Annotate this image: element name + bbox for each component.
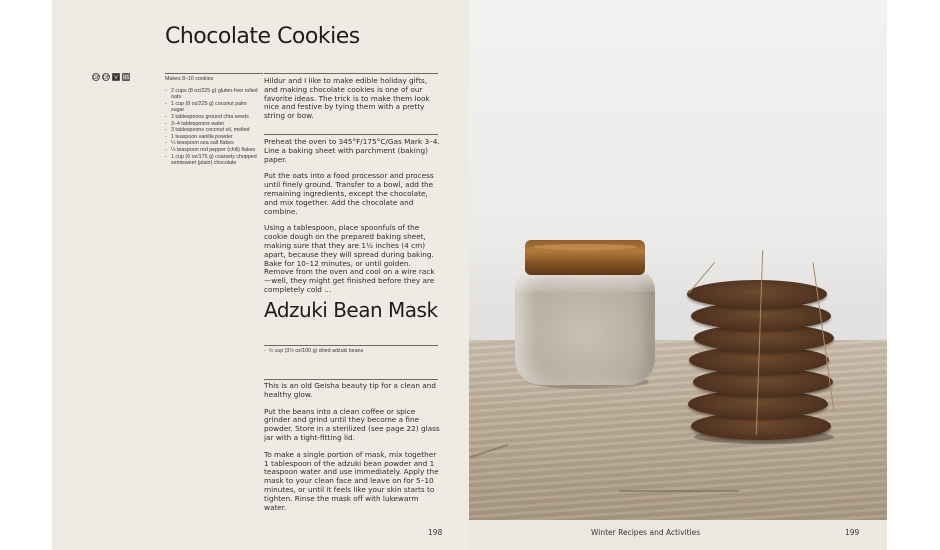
page-number-left: 198 <box>428 528 443 537</box>
vegan-icon: V <box>112 73 120 81</box>
page-number-right: 199 <box>845 528 860 537</box>
cookie-stack <box>691 272 831 442</box>
recipe-method <box>264 138 440 303</box>
ingredient-item: - 2 cups (8 oz/225 g) gluten-free rolled oats <box>165 88 260 101</box>
ingredient-item: - 1 teaspoon vanilla powder <box>165 134 260 141</box>
refined-sugar-free-icon: RS <box>123 75 130 81</box>
jar-glass <box>515 270 655 385</box>
mask-step: Put the beans into a clean coffee or spice grinder and grind until they become a fine powder. Store in a sterilized (see page 22) glass jar with a tight-fitting lid. <box>264 406 440 442</box>
recipe-intro <box>264 77 440 129</box>
ingredients-list <box>165 76 260 167</box>
mask-method <box>264 382 440 520</box>
book-spread <box>52 0 887 550</box>
mask-step: This is an old Geisha beauty tip for a clean and healthy glow. <box>264 381 436 399</box>
ingredient-item: - 3–4 tablespoons water <box>165 121 260 128</box>
cookie <box>687 280 827 308</box>
jar-lid <box>525 240 645 275</box>
dairy-free-icon: DF <box>103 75 110 81</box>
gluten-free-icon: GF <box>93 75 100 81</box>
divider <box>264 379 438 380</box>
recipe-title-2: Adzuki Bean Mask <box>264 298 438 322</box>
mask-step: To make a single portion of mask, mix together 1 tablespoon of the adzuki bean powder and 1 teaspoon water and use immediately. Apply the mask to your clean face and leave on for 5–10 minutes, or until it feels like your skin starts to tighten. Rinse the mask off with lukewarm water. <box>264 449 439 512</box>
divider <box>165 73 263 74</box>
ingredient-item: - ¼ teaspoon red pepper (chili) flakes <box>165 147 260 154</box>
ingredient-item: - 3 tablespoons coconut oil, melted <box>165 127 260 134</box>
method-step: Put the oats into a food processor and process until finely ground. Transfer to a bowl, add the remaining ingredients, except the chocolate, and mix together. Add the chocolate and combine. <box>264 171 434 216</box>
wood-grain <box>619 490 739 492</box>
cookies-jar-photo <box>469 0 887 520</box>
left-page <box>52 0 469 550</box>
ingredient-item: - 2 tablespoons ground chia seeds <box>165 114 260 121</box>
wood-grain <box>470 444 509 458</box>
method-step: Using a tablespoon, place spoonfuls of the cookie dough on the prepared baking sheet, making sure that they are 1½ inches (4 cm) apart, because they will spread during baking. Bake for 10–12 minutes, or until golden. Remove from the oven and cool on a wire rack—well, they might get finished before they are completely cold ... <box>264 223 435 294</box>
intro-paragraph: Hildur and I like to make edible holiday gifts, and making chocolate cookies is one of our favorite ideas. The trick is to make them look nice and festive by tying them with a pretty string or bow. <box>264 76 430 121</box>
diet-icons <box>92 73 130 81</box>
ingredient-item: - 1 cup (6 oz/175 g) coarsely chopped semisweet (plain) chocolate <box>165 154 260 167</box>
mask-ingredient: - ½ cup (3½ oz/100 g) dried adzuki beans <box>264 348 364 354</box>
divider <box>264 134 438 135</box>
divider <box>264 345 438 346</box>
running-head: Winter Recipes and Activities <box>591 528 701 537</box>
method-step: Preheat the oven to 345°F/175°C/Gas Mark 3–4. Line a baking sheet with parchment (baking) paper. <box>264 137 440 164</box>
right-page <box>469 0 887 550</box>
recipe-yield: Makes 8–10 cookies <box>165 76 214 82</box>
divider <box>264 73 438 74</box>
ingredient-item: - 1 cup (8 oz/225 g) coconut palm sugar <box>165 101 260 114</box>
ingredient-item: - ¼ teaspoon sea salt flakes <box>165 140 260 147</box>
mask-ingredient-text: ½ cup (3½ oz/100 g) dried adzuki beans <box>268 348 364 354</box>
recipe-title: Chocolate Cookies <box>165 24 360 49</box>
glass-jar <box>515 240 655 385</box>
